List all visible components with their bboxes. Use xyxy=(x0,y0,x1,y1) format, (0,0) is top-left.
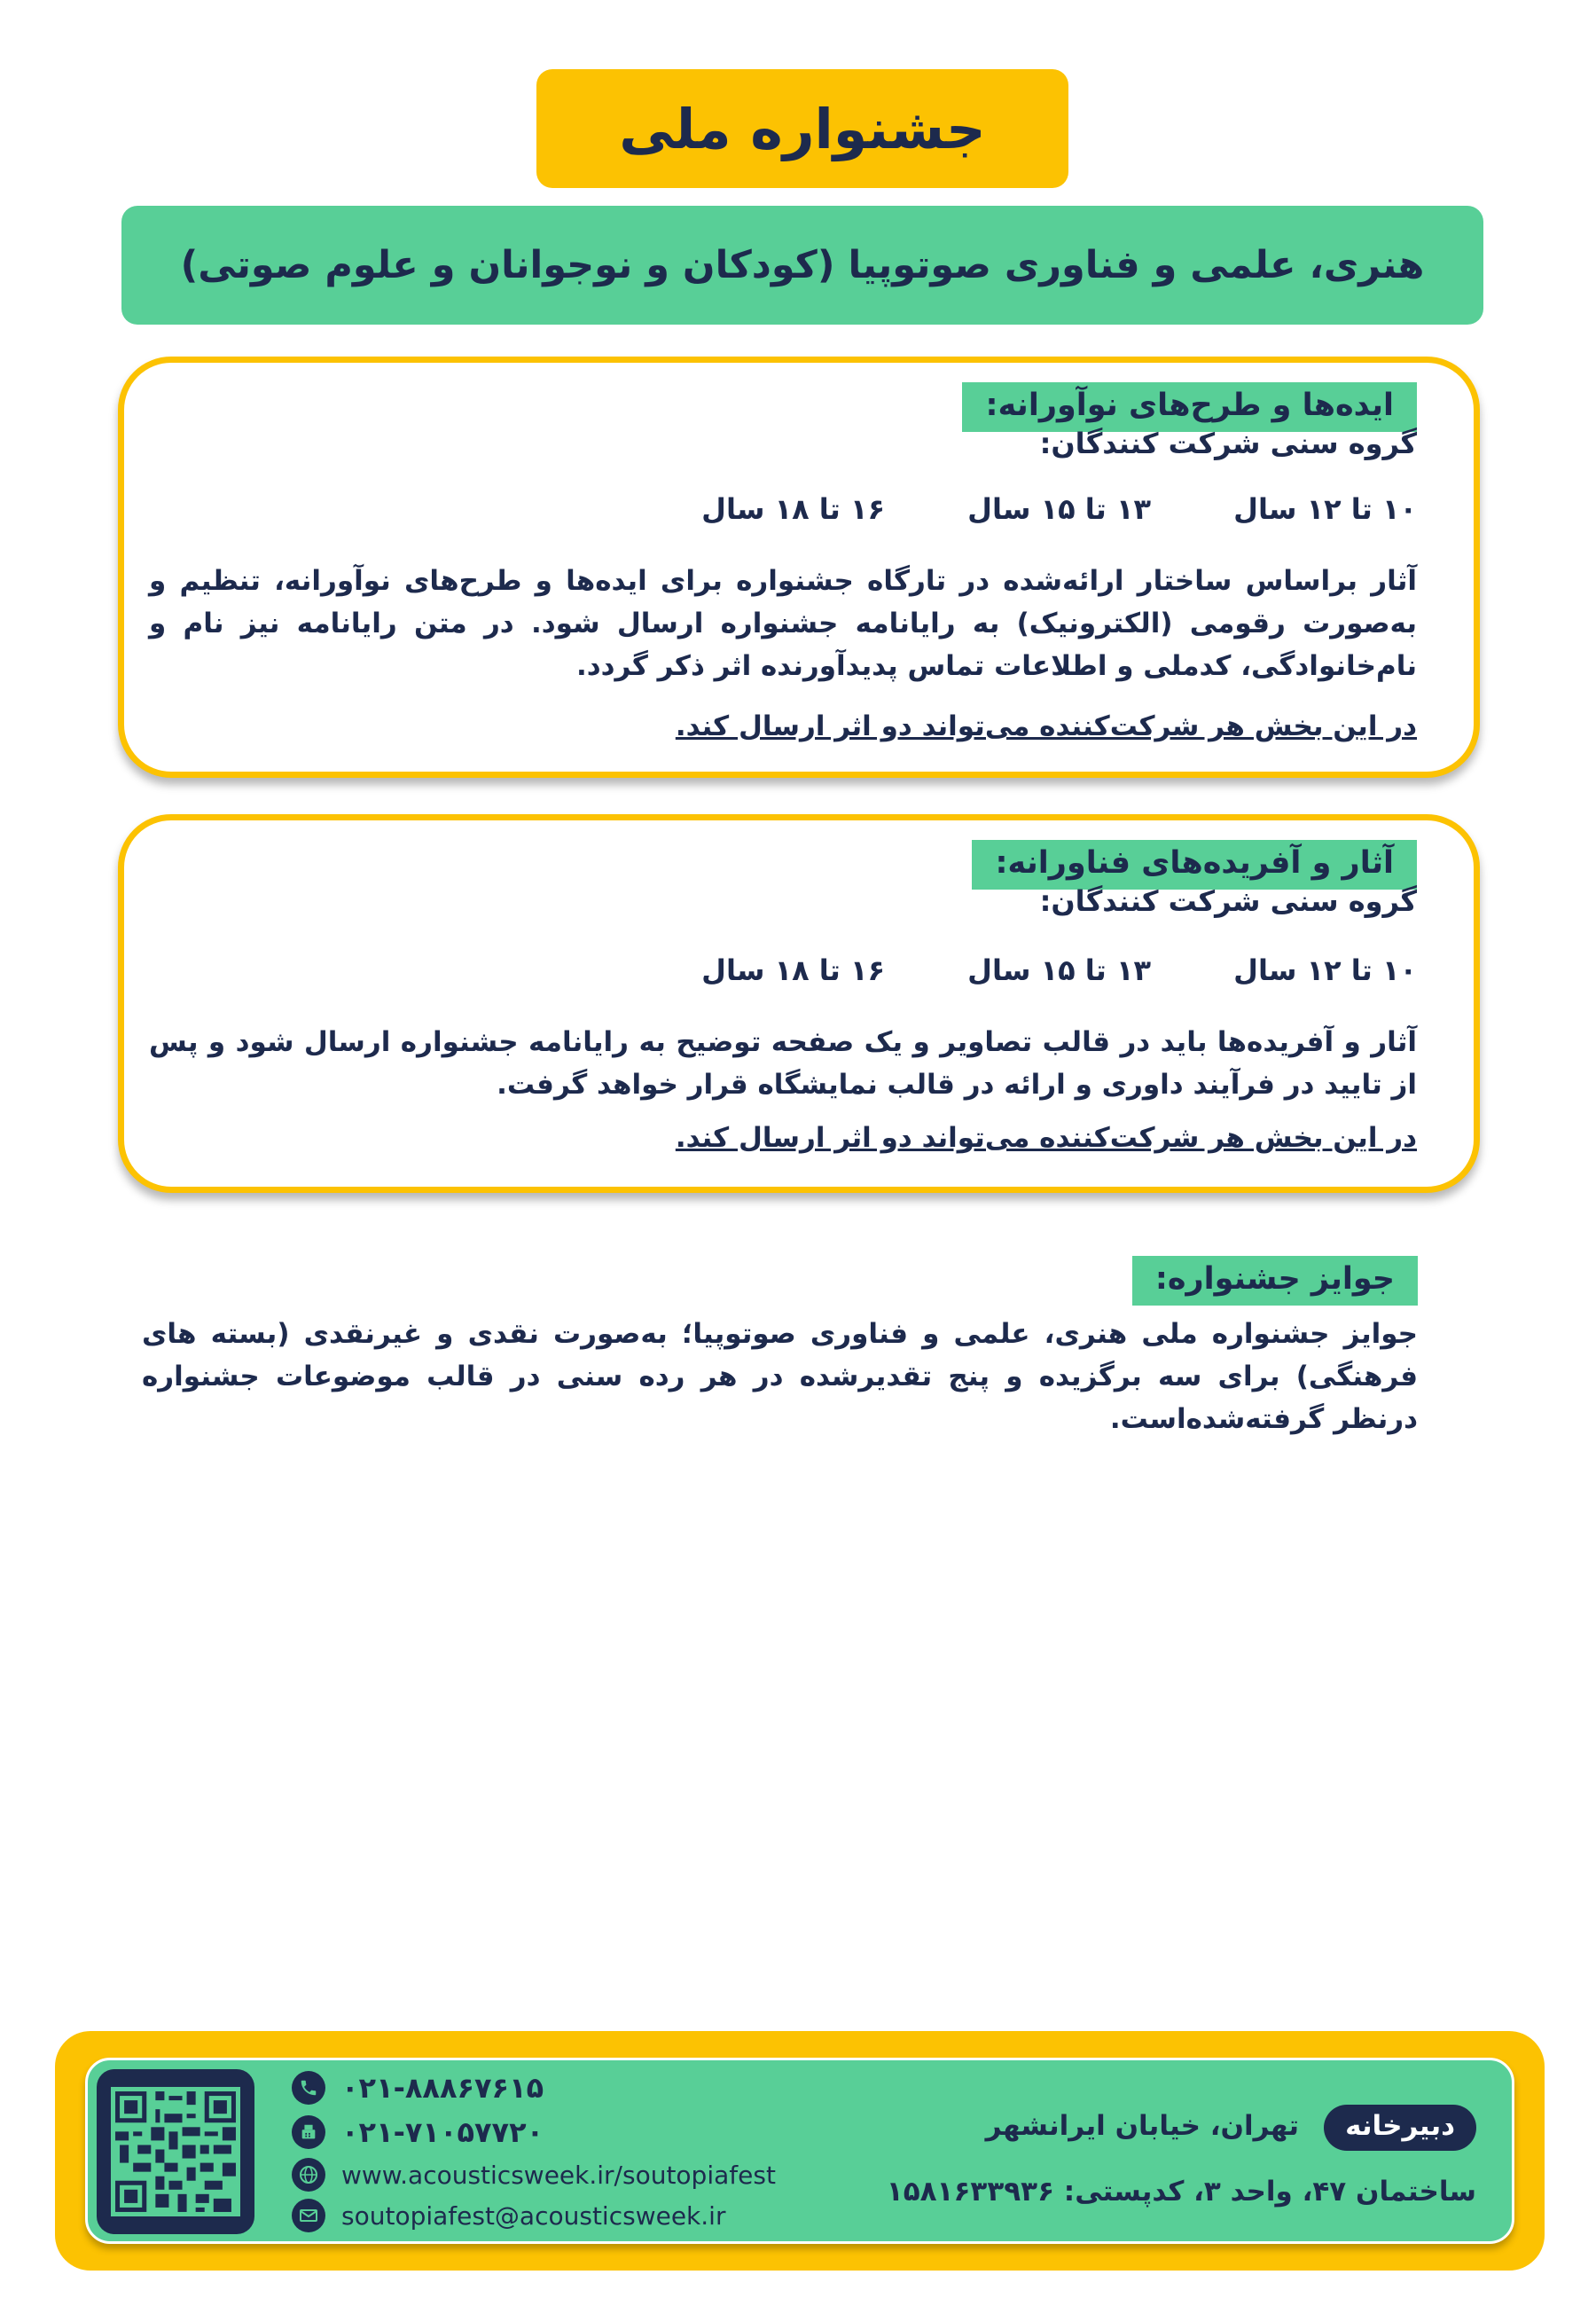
email-link[interactable]: soutopiafest@acousticsweek.ir xyxy=(341,2200,726,2231)
footer xyxy=(55,2031,1545,2271)
fax-icon xyxy=(292,2115,325,2149)
age-group-13-15: ۱۳ تا ۱۵ سال xyxy=(967,953,1151,987)
qr-code xyxy=(97,2069,254,2234)
fax-number: ۰۲۱-۷۱۰۵۷۷۲۰ xyxy=(341,2115,544,2149)
website-link[interactable]: www.acousticsweek.ir/soutopiafest xyxy=(341,2160,776,2190)
section-tech-creations xyxy=(118,814,1480,1193)
contact-fax[interactable] xyxy=(292,2115,544,2149)
address-line-1: تهران، خیابان ایرانشهر xyxy=(985,2110,1299,2142)
contact-website[interactable] xyxy=(292,2158,776,2192)
mail-icon xyxy=(292,2199,325,2232)
section-innovative-ideas xyxy=(118,357,1480,778)
contact-phone[interactable] xyxy=(292,2071,544,2105)
festival-subtitle-box xyxy=(121,206,1483,325)
prizes-label: جوایز جشنواره: xyxy=(1132,1256,1418,1306)
qr-code-graphic xyxy=(111,2085,240,2218)
section-note: در این بخش هر شرکت‌کننده می‌تواند دو اثر ارسال کند. xyxy=(675,710,1417,742)
age-group-10-12: ۱۰ تا ۱۲ سال xyxy=(1233,953,1417,987)
section-label: آثار و آفریده‌های فناورانه: xyxy=(972,840,1417,890)
festival-title: جشنواره ملی xyxy=(619,96,986,161)
age-group-16-18: ۱۶ تا ۱۸ سال xyxy=(701,953,885,987)
section-description: آثار براساس ساختار ارائه‌شده در تارگاه جشنواره برای ایده‌ها و طرح‌های نوآورانه، تنظیم و به‌صورت رقومی (الکترونیک) به رایانامه جشنواره ارسال شود. در متن رایانامه نیز نام و نام‌خانوادگی، کدملی و اطلاعات تماس پدیدآورنده اثر ذکر گردد. xyxy=(149,565,1417,682)
globe-icon xyxy=(292,2158,325,2192)
festival-title-box xyxy=(536,69,1068,188)
festival-subtitle: هنری، علمی و فناوری صوتوپیا (کودکان و نوجوانان و علوم صوتی) xyxy=(180,243,1425,287)
age-group-title: گروه سنی شرکت کنندگان: xyxy=(1039,427,1417,460)
phone-number: ۰۲۱-۸۸۸۶۷۶۱۵ xyxy=(341,2071,544,2105)
address-line-2: ساختمان ۴۷، واحد ۳، کدپستی: ۱۵۸۱۶۳۳۹۳۶ xyxy=(886,2176,1476,2208)
section-description: آثار و آفریده‌ها باید در قالب تصاویر و یک صفحه توضیح به رایانامه جشنواره ارسال شود و پس از تایید در فرآیند داوری و ارائه در قالب نمایشگاه قرار خواهد گرفت. xyxy=(149,1026,1417,1101)
prizes-text: جوایز جشنواره ملی هنری، علمی و فناوری صوتوپیا؛ به‌صورت نقدی و غیرنقدی (بسته های فرهنگی) برای سه برگزیده و پنج تقدیرشده در هر رده سنی در قالب موضوعات جشنواره درنظر گرفته‌شده‌است. xyxy=(142,1318,1418,1435)
age-group-10-12: ۱۰ تا ۱۲ سال xyxy=(1233,492,1417,526)
section-label: ایده‌ها و طرح‌های نوآورانه: xyxy=(962,382,1417,432)
age-group-13-15: ۱۳ تا ۱۵ سال xyxy=(967,492,1151,526)
phone-icon xyxy=(292,2071,325,2105)
contact-email[interactable] xyxy=(292,2199,725,2232)
footer-panel xyxy=(85,2058,1514,2244)
age-group-title: گروه سنی شرکت کنندگان: xyxy=(1039,884,1417,918)
secretariat-badge: دبیرخانه xyxy=(1324,2105,1476,2151)
age-group-16-18: ۱۶ تا ۱۸ سال xyxy=(701,492,885,526)
section-note: در این بخش هر شرکت‌کننده می‌تواند دو اثر ارسال کند. xyxy=(675,1122,1417,1154)
